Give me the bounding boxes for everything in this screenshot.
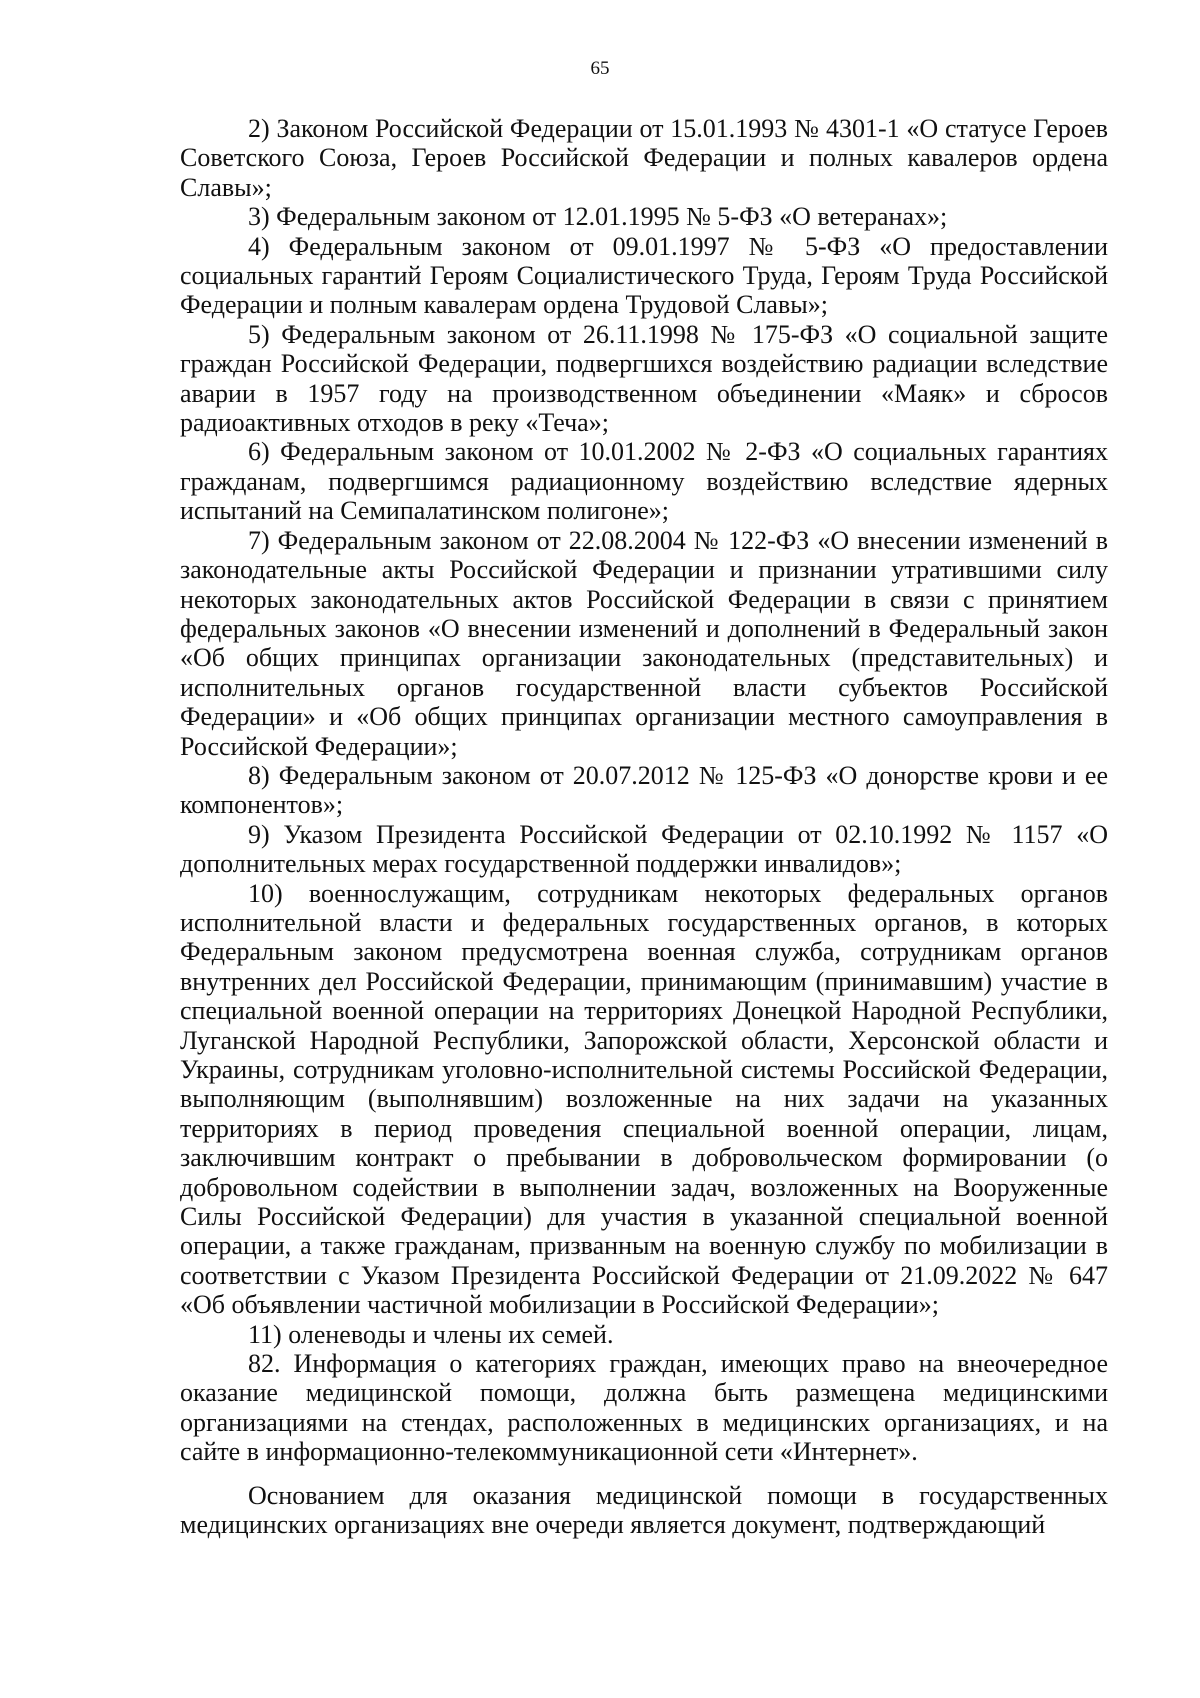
page-number: 65 (590, 58, 610, 79)
list-item-11: 11) оленеводы и члены их семей. (248, 1319, 614, 1349)
section-82-paragraph: 82. Информация о категориях граждан, имеющих право на внеочередное оказание медицинской помощи, должна быть размещена медицинскими организациями на стендах, расположенных в медицинских организациях, и на сайте в информационно-телекоммуникационной сети «Интернет». (180, 1349, 1108, 1467)
list-item-7: 7) Федеральным законом от 22.08.2004 № 122-ФЗ «О внесении изменений в законодательные акты Российской Федерации и признании утратившими силу некоторых законодательных актов Российской Федерации в связи с принятием федеральных законов «О внесении изменений и дополнений в Федеральный закон «Об общих принципах организации законодательных (представительных) и исполнительных органов государственной власти субъектов Российской Федерации» и «Об общих принципах организации местного самоуправления в Российской Федерации»; (180, 525, 1108, 761)
list-item-3: 3) Федеральным законом от 12.01.1995 № 5-ФЗ «О ветеранах»; (248, 202, 948, 232)
basis-paragraph: Основанием для оказания медицинской помощи в государственных медицинских организациях вне очереди является документ, подтверждающий (180, 1480, 1108, 1540)
list-item-2: 2) Законом Российской Федерации от 15.01.1993 № 4301-1 «О статусе Героев Советского Союза, Героев Российской Федерации и полных кавалеров ордена Славы»; (180, 114, 1108, 202)
list-item-4: 4) Федеральным законом от 09.01.1997 № 5-ФЗ «О предоставлении социальных гарантий Героям Социалистического Труда, Героям Труда Российской Федерации и полным кавалерам ордена Трудовой Славы»; (180, 231, 1108, 320)
list-item-5: 5) Федеральным законом от 26.11.1998 № 175-ФЗ «О социальной защите граждан Российской Федерации, подвергшихся воздействию радиации вследствие аварии в 1957 году на производственном объединении «Маяк» и сбросов радиоактивных отходов в реку «Теча»; (180, 319, 1108, 438)
page-body (180, 114, 1108, 1540)
list-item-6: 6) Федеральным законом от 10.01.2002 № 2-ФЗ «О социальных гарантиях гражданам, подвергшимся радиационному воздействию вследствие ядерных испытаний на Семипалатинском полигоне»; (180, 437, 1108, 526)
list-item-8: 8) Федеральным законом от 20.07.2012 № 125-ФЗ «О донорстве крови и ее компонентов»; (180, 760, 1108, 820)
list-item-9: 9) Указом Президента Российской Федерации от 02.10.1992 № 1157 «О дополнительных мерах государственной поддержки инвалидов»; (180, 819, 1108, 879)
list-item-10: 10) военнослужащим, сотрудникам некоторых федеральных органов исполнительной власти и федеральных государственных органов, в которых Федеральным законом предусмотрена военная служба, сотрудникам органов внутренних дел Российской Федерации, принимающим (принимавшим) участие в специальной военной операции на территориях Донецкой Народной Республики, Луганской Народной Республики, Запорожской области, Херсонской области и Украины, сотрудникам уголовно-исполнительной системы Российской Федерации, выполняющим (выполнявшим) возложенные на них задачи на указанных территориях в период проведения специальной военной операции, лицам, заключившим контракт о пребывании в добровольческом формировании (о добровольном содействии в выполнении задач, возложенных на Вооруженные Силы Российской Федерации) для участия в указанной специальной военной операции, а также гражданам, призванным на военную службу по мобилизации в соответствии с Указом Президента Российской Федерации от 21.09.2022 № 647 «Об объявлении частичной мобилизации в Российской Федерации»; (180, 878, 1108, 1320)
